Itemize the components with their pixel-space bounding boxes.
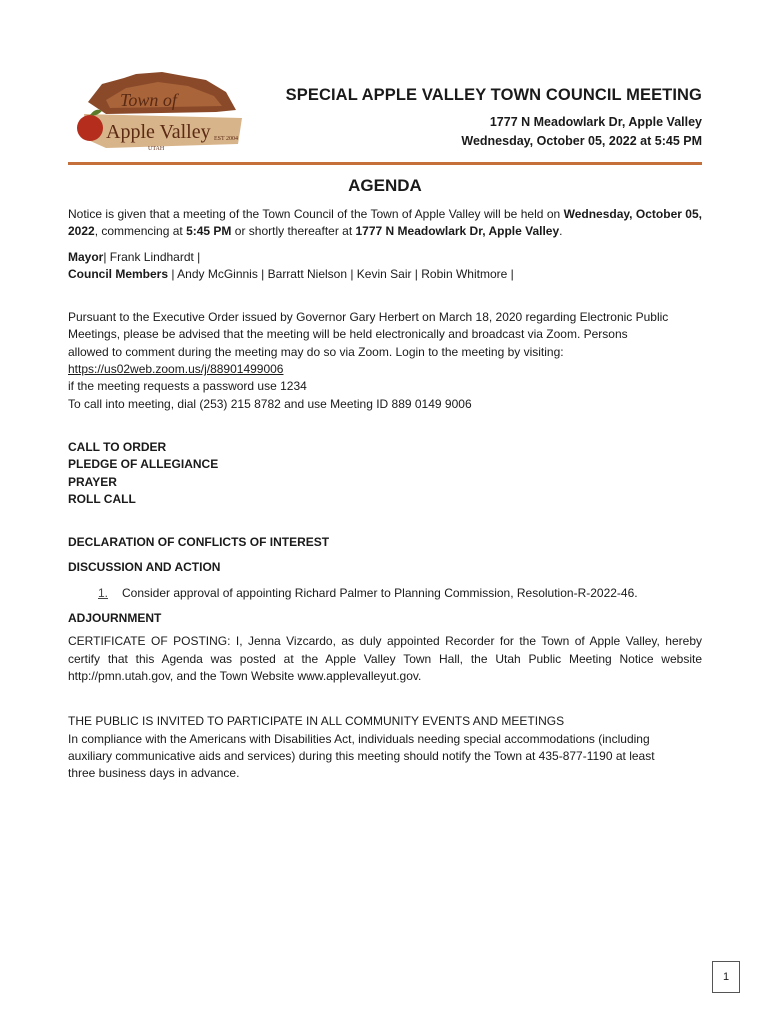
page-number: 1 [712,961,740,993]
meeting-title: SPECIAL APPLE VALLEY TOWN COUNCIL MEETING [285,86,702,104]
agenda-item-1 [68,585,702,602]
agenda-body [68,206,702,782]
logo-apple-valley-text: Apple Valley [106,121,211,143]
header-divider [68,162,702,165]
meeting-header [286,86,702,151]
discussion-heading: DISCUSSION AND ACTION [68,560,221,575]
town-logo [66,70,246,156]
public-invitation: THE PUBLIC IS INVITED TO PARTICIPATE IN ALL COMMUNITY EVENTS AND MEETINGS [68,714,565,729]
notice-text-1: Notice is given that a meeting of the Town Council of the Town of Apple Valley will be held on [68,207,564,221]
ada-line-2: auxiliary communicative aids and services) during this meeting should notify the Town at 435-877-1190 at least [68,748,655,763]
electronic-line-2: Meetings, please be advised that the meeting will be held electronically and broadcast via Zoom. Persons [68,327,628,342]
meeting-datetime: Wednesday, October 05, 2022 at 5:45 PM [461,134,702,148]
dial-line: To call into meeting, dial (253) 215 8782 and use Meeting ID 889 0149 9006 [68,396,472,411]
electronic-line-3: allowed to comment during the meeting may do so via Zoom. Login to the meeting by visiting: [68,344,564,359]
zoom-link[interactable]: https://us02web.zoom.us/j/88901499006 [68,362,284,377]
notice-location: 1777 N Meadowlark Dr, Apple Valley [355,224,560,239]
logo-apple [77,115,103,141]
logo-est-text: EST 2004 [214,136,239,142]
ada-line-1: In compliance with the Americans with Disabilities Act, individuals needing special accommodations (including [68,731,650,746]
prayer: PRAYER [68,474,117,489]
ada-line-3: three business days in advance. [68,766,240,781]
council-label: Council Members [68,266,169,281]
conflicts-heading: DECLARATION OF CONFLICTS OF INTEREST [68,535,330,550]
council-line [68,266,702,283]
adjournment-heading: ADJOURNMENT [68,611,162,626]
mayor-names: | Frank Lindhardt | [103,249,201,264]
electronic-line-1: Pursuant to the Executive Order issued by Governor Gary Herbert on March 18, 2020 regarding Electronic Public [68,310,669,325]
council-names: | Andy McGinnis | Barratt Nielson | Kevin Sair | Robin Whitmore | [168,266,514,281]
agenda-item-number: 1. [97,585,108,600]
call-to-order: CALL TO ORDER [68,439,167,454]
logo-town-of-text: Town of [120,90,177,110]
pledge-of-allegiance: PLEDGE OF ALLEGIANCE [68,457,219,472]
roll-call: ROLL CALL [68,491,136,506]
password-line: if the meeting requests a password use 1234 [68,379,307,394]
notice-paragraph [68,206,702,241]
mayor-label: Mayor [68,249,104,264]
notice-date: Wednesday, October 05, 2022 [68,207,702,239]
agenda-item-text: Consider approval of appointing Richard Palmer to Planning Commission, Resolution-R-2022-46. [122,585,638,600]
notice-text-3: or shortly thereafter at [231,224,356,239]
agenda-heading: AGENDA [348,176,422,195]
certificate-of-posting: CERTIFICATE OF POSTING: I, Jenna Vizcardo, as duly appointed Recorder for the Town of Apple Valley, hereby certify that this Agenda was posted at the Apple Valley Town Hall, the Utah Public Meeting Notice website http://pmn.utah.gov, and the Town Website www.applevalleyut.gov. [68,634,702,683]
notice-time: 5:45 PM [186,224,232,239]
notice-text-2: , commencing at [94,224,187,239]
mayor-line [68,249,702,266]
notice-text-4: . [559,224,563,239]
meeting-address: 1777 N Meadowlark Dr, Apple Valley [489,115,702,129]
logo-utah-text: UTAH [148,146,165,152]
